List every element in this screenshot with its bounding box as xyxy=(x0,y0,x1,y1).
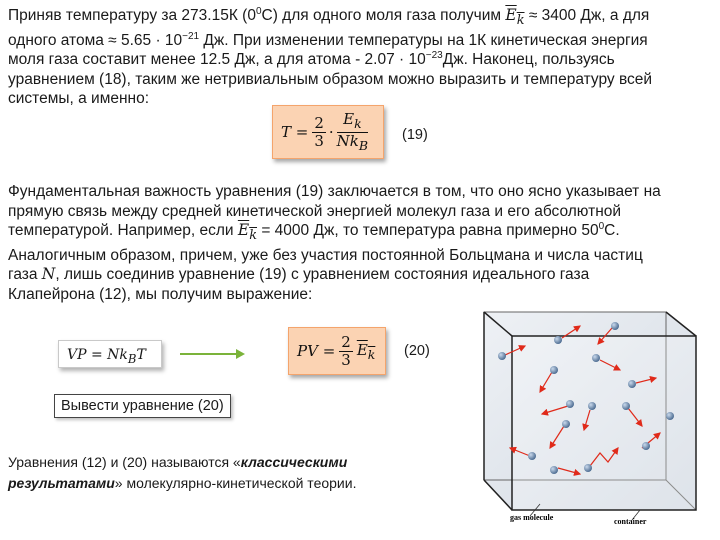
paragraph-2 xyxy=(8,182,714,304)
mean-energy-symbol xyxy=(505,6,525,29)
green-arrow-icon xyxy=(178,346,248,362)
eq20-rhs xyxy=(357,341,376,362)
p2-text: Клапейрона (12), мы получим выражение: xyxy=(8,285,313,303)
p2-text: прямую связь между средней кинетической энергией молекул газа и его абсолютной xyxy=(8,202,622,220)
p2-text: Аналогичным образом, причем, уже без участия постоянной Больцмана и числа частиц xyxy=(8,246,643,264)
eq12-tail: T xyxy=(136,347,146,363)
equation-19-number: (19) xyxy=(402,127,428,143)
p2-text: = 4000 Дж, то температура равна примерно 50 xyxy=(257,222,599,239)
p1-text: С) для одного моля газа получим xyxy=(261,7,506,24)
ek-symbol: E xyxy=(237,221,250,239)
ek-sub: k xyxy=(249,228,258,244)
equation-12-box xyxy=(58,340,162,368)
eq19-fraction-a xyxy=(312,115,326,150)
equation-19-box xyxy=(272,105,384,159)
eq12-text: VP = Nk xyxy=(67,347,128,363)
eq19-lhs: T = xyxy=(281,123,309,141)
eq20-rhs-symbol: E xyxy=(356,340,368,359)
p2-sup: 0 xyxy=(598,220,605,232)
p2-text: температурой. Например, если xyxy=(8,222,238,239)
p1-sup: 0 xyxy=(255,5,262,17)
eq19-dot: · xyxy=(328,123,334,141)
conclusion-part: » молекулярно-кинетической теории. xyxy=(114,475,357,491)
ek-sub: k xyxy=(516,13,525,29)
task-box xyxy=(54,394,231,418)
gas-molecule-label: gas molecule xyxy=(510,513,554,522)
p1-text: моля газа составит менее 12.5 Дж, а для атома - 2.07 · 10 xyxy=(8,51,426,69)
n-symbol: N xyxy=(41,265,56,284)
p1-text: системы, а именно: xyxy=(8,90,150,108)
eq19-den2: Nk xyxy=(336,131,359,150)
paragraph-1 xyxy=(8,6,714,109)
p1-text: Приняв температуру за 273.15К (0 xyxy=(8,7,256,24)
p2-text: , лишь соединив уравнение (19) с уравнением состояния идеального газа xyxy=(55,266,590,284)
eq20-lhs: PV = xyxy=(297,342,336,360)
p2-text: С. xyxy=(604,222,620,239)
eq19-den2-sub: B xyxy=(358,137,369,153)
container-label: container xyxy=(614,517,647,526)
conclusion-part: Уравнения (12) и (20) называются « xyxy=(8,454,241,470)
p1-text: одного атома ≈ 5.65 · 10 xyxy=(8,31,183,49)
eq19-num2: E xyxy=(343,109,355,128)
emphasis-text: классическими результатами xyxy=(8,454,348,491)
eq19-den1: 3 xyxy=(314,131,324,150)
ek-symbol: E xyxy=(505,6,517,24)
task-label: Вывести уравнение (20) xyxy=(61,398,224,414)
mean-energy-symbol xyxy=(237,221,258,244)
eq20-fraction xyxy=(339,334,353,369)
eq19-num2-sub: k xyxy=(354,115,362,131)
eq20-rhs-sub: k xyxy=(367,346,376,362)
eq19-fraction-b xyxy=(337,111,368,154)
eq19-num1: 2 xyxy=(314,113,324,132)
p1-text: уравнением (18), таким же нетривиальным образом можно выразить и температуру всей xyxy=(8,70,653,88)
p1-text: ≈ 3400 Дж, а для xyxy=(524,7,650,24)
eq20-den: 3 xyxy=(341,350,351,369)
equation-20-box xyxy=(288,327,386,375)
p1-sup: −21 xyxy=(182,30,200,42)
equation-20-number: (20) xyxy=(404,343,430,359)
p2-text: Фундаментальная важность уравнения (19) заключается в том, что оно ясно указывает на xyxy=(8,183,661,200)
eq12-sub: B xyxy=(127,351,137,366)
p1-text: Дж. При изменении температуры на 1К кинетическая энергия xyxy=(199,31,648,49)
gas-container-figure xyxy=(470,298,720,538)
eq20-num: 2 xyxy=(341,332,351,351)
p2-text: газа xyxy=(8,266,42,284)
p1-text: Дж. Наконец, пользуясь xyxy=(442,51,615,69)
p1-sup: −23 xyxy=(425,49,443,61)
conclusion-text xyxy=(8,452,438,494)
